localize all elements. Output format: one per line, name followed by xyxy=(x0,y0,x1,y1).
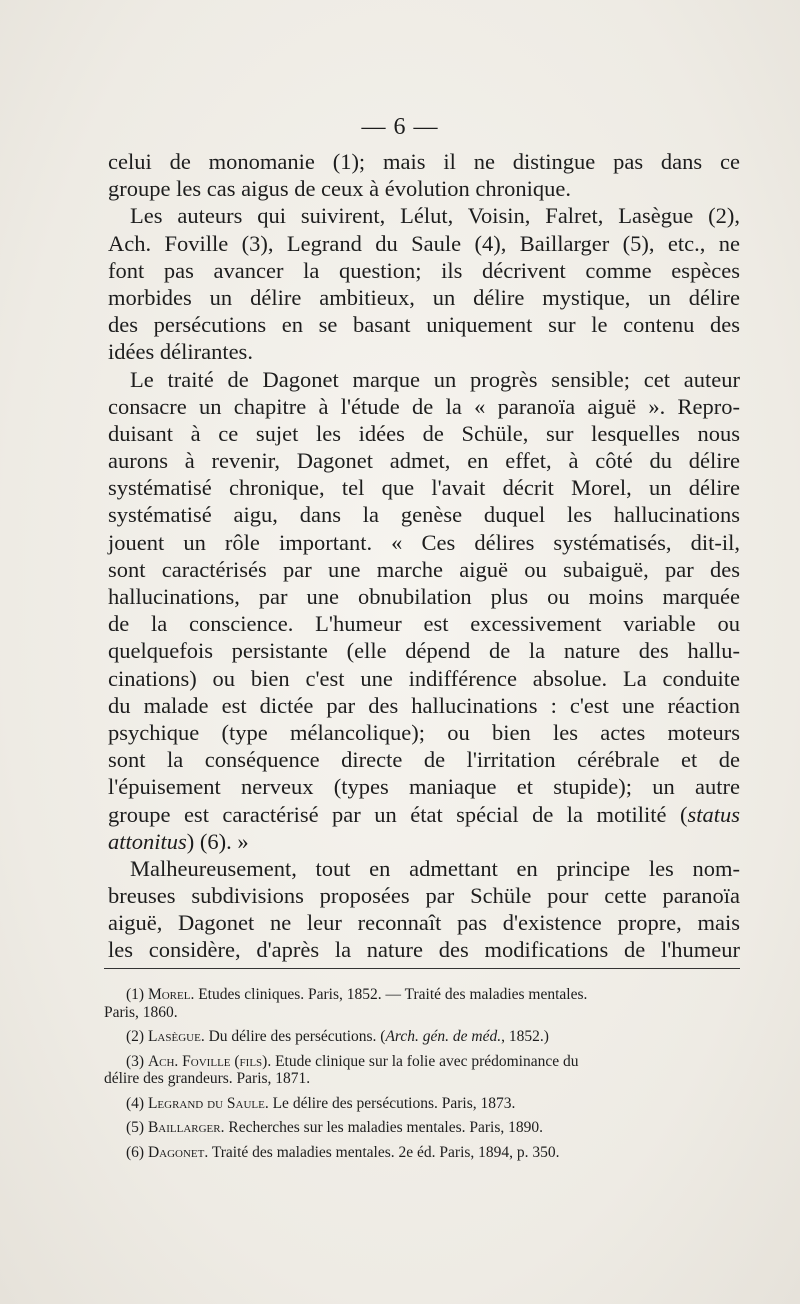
text-line: de la conscience. L'humeur est excessivement variable ou xyxy=(108,611,740,637)
body-text xyxy=(108,148,740,964)
footnote-number: (5) xyxy=(126,1119,145,1136)
footnote xyxy=(104,1028,740,1046)
text-line: aurons à revenir, Dagonet admet, en effet, à côté du délire xyxy=(108,448,740,474)
footnote-italic: Arch. gén. de méd. xyxy=(385,1028,502,1045)
footnote-author: Baillarger xyxy=(147,1119,221,1136)
footnote-author: Lasègue xyxy=(147,1028,201,1045)
footnote-author: Ach. Foville (fils) xyxy=(147,1052,268,1070)
text-line: l'épuisement nerveux (types maniaque et stupide); un autre xyxy=(108,774,740,800)
text-line: aiguë, Dagonet ne leur reconnaît pas d'existence propre, mais xyxy=(108,910,740,936)
text-line: des persécutions en se basant uniquement sur le contenu des xyxy=(108,312,740,338)
text-line: Malheureusement, tout en admettant en principe les nom- xyxy=(130,855,740,881)
text-line: sont la conséquence directe de l'irritation cérébrale et de xyxy=(108,747,740,773)
footnote-text: . Traité des maladies mentales. 2e éd. Paris, 1894, p. 350. xyxy=(204,1143,560,1161)
text-line: systématisé aigu, dans la genèse duquel les hallucinations xyxy=(108,502,740,528)
footnote-number: (2) xyxy=(126,1028,145,1045)
footnote xyxy=(104,986,740,1021)
footnotes xyxy=(104,986,740,1168)
footnote xyxy=(104,1095,740,1113)
text-line: celui de monomanie (1); mais il ne distingue pas dans ce xyxy=(108,149,740,174)
text-line: Le traité de Dagonet marque un progrès sensible; cet auteur xyxy=(130,366,740,392)
text-line: sont caractérisés par une marche aiguë ou subaiguë, par des xyxy=(108,556,740,582)
text-segment: groupe est caractérisé par un état spécial de la motilité ( xyxy=(108,801,688,827)
footnote xyxy=(104,1119,740,1137)
footnote-divider xyxy=(104,968,740,969)
text-line: hallucinations, par une obnubilation plus ou moins marquée xyxy=(108,584,740,609)
text-line: duisant à ce sujet les idées de Schüle, sur lesquelles nous xyxy=(108,420,740,446)
footnote-number: (4) xyxy=(126,1094,145,1112)
footnote-text: . Le délire des persécutions. Paris, 1873. xyxy=(264,1094,516,1112)
text-line: jouent un rôle important. « Ces délires systématisés, dit-il, xyxy=(108,529,740,555)
text-line: Ach. Foville (3), Legrand du Saule (4), Baillarger (5), etc., ne xyxy=(108,230,740,256)
footnote-number: (3) xyxy=(126,1052,145,1070)
footnote-text: . Du délire des persécutions. ( xyxy=(200,1028,386,1045)
text-line: cinations) ou bien c'est une indifférence absolue. La conduite xyxy=(108,665,740,691)
footnote-text: . Etudes cliniques. Paris, 1852. — Traité des maladies mentales. xyxy=(190,986,588,1003)
italic-text: attonitus xyxy=(108,828,187,854)
footnote-author: Dagonet xyxy=(147,1143,205,1161)
text-line: quelquefois persistante (elle dépend de la nature des hallu- xyxy=(108,638,740,664)
text-line: font pas avancer la question; ils décrivent comme espèces xyxy=(108,257,740,283)
text-line: systématisé chronique, tel que l'avait décrit Morel, un délire xyxy=(108,475,740,501)
text-line: morbides un délire ambitieux, un délire mystique, un délire xyxy=(108,284,740,310)
text-line: Les auteurs qui suivirent, Lélut, Voisin, Falret, Lasègue (2), xyxy=(130,203,740,229)
footnote xyxy=(104,1144,740,1162)
text-line: du malade est dictée par des hallucinations : c'est une réaction xyxy=(108,692,740,718)
text-line: psychique (type mélancolique); ou bien les actes moteurs xyxy=(108,719,740,745)
footnote-text: . Recherches sur les maladies mentales. Paris, 1890. xyxy=(220,1119,544,1136)
footnote-author: Morel xyxy=(147,986,191,1003)
page-number: — 6 — xyxy=(361,114,439,140)
text-line: idées délirantes. xyxy=(108,339,253,365)
text-line xyxy=(108,828,740,855)
footnote-number: (6) xyxy=(126,1143,145,1161)
footnote-tail: , 1852.) xyxy=(501,1028,549,1045)
text-line: consacre un chapitre à l'étude de la « paranoïa aiguë ». Repro- xyxy=(108,393,740,419)
text-line: groupe les cas aigus de ceux à évolution chronique. xyxy=(108,176,571,202)
footnote xyxy=(104,1053,740,1088)
footnote-author: Legrand du Saule xyxy=(147,1094,265,1112)
footnote-continuation: délire des grandeurs. Paris, 1871. xyxy=(104,1070,311,1087)
footnote-continuation: Paris, 1860. xyxy=(104,1003,178,1021)
text-segment: ) (6). » xyxy=(186,828,249,854)
footnote-number: (1) xyxy=(126,986,145,1003)
text-line: breuses subdivisions proposées par Schüle pour cette paranoïa xyxy=(108,883,740,909)
text-line xyxy=(108,801,740,828)
italic-text: status xyxy=(687,801,740,827)
footnote-text: . Etude clinique sur la folie avec prédominance du xyxy=(267,1052,579,1070)
text-line: les considère, d'après la nature des modifications de l'humeur xyxy=(108,937,740,963)
